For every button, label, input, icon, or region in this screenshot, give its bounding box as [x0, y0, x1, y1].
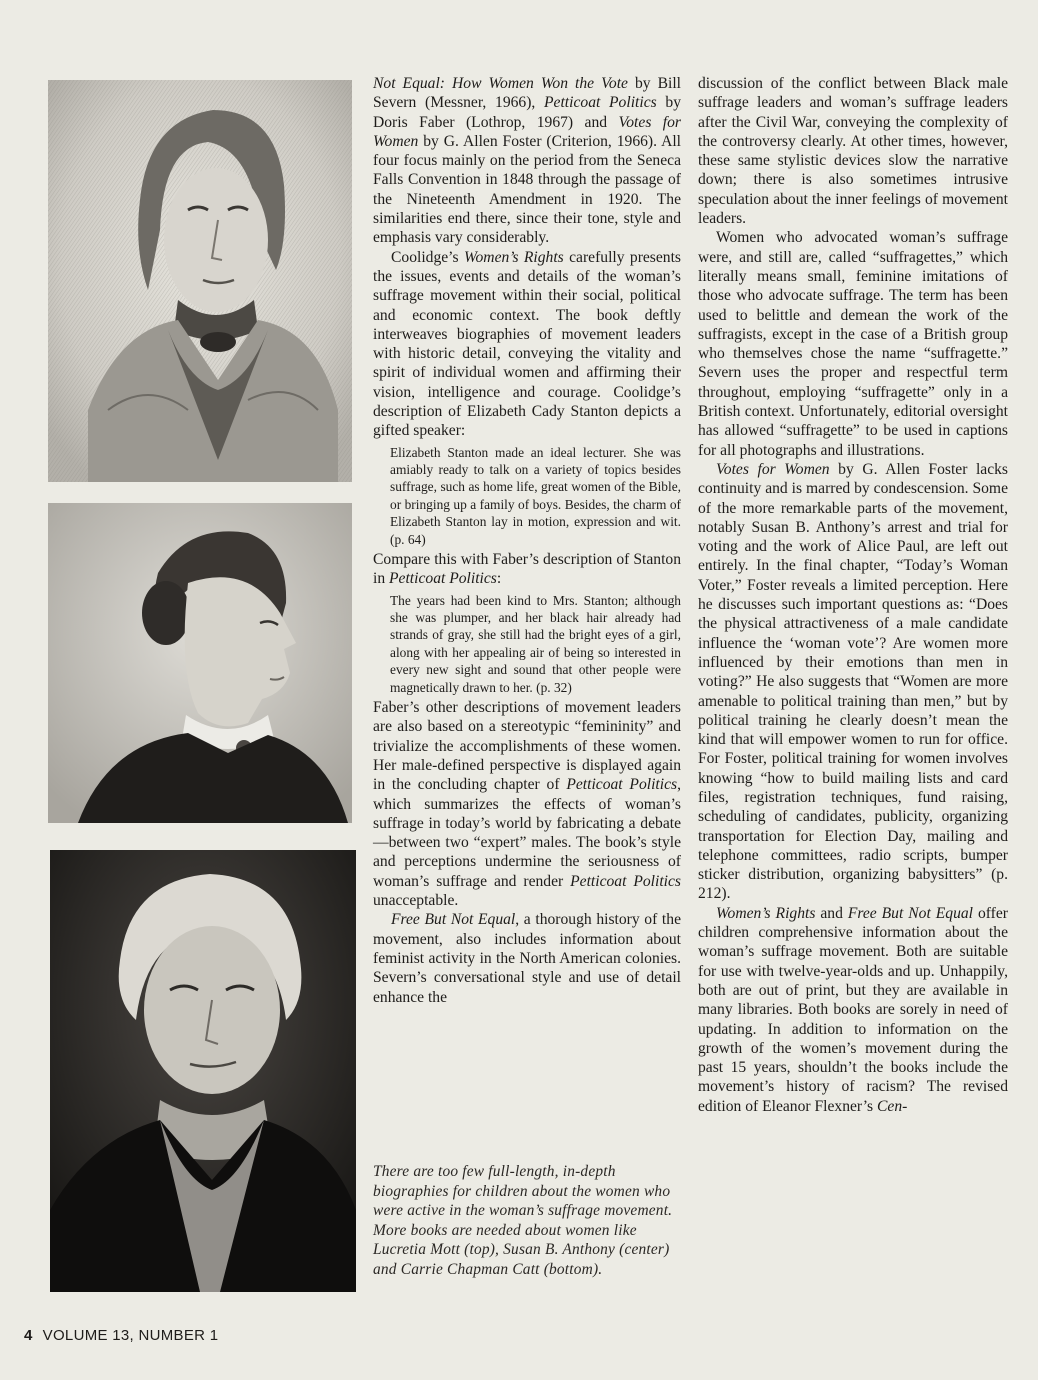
article-column-middle: [373, 74, 681, 1007]
paragraph: [373, 74, 681, 248]
text-run: by G. Allen Foster lacks continuity and is marred by condescension. Some of the more remarkable parts of the movement, notably Susan B. Anthony’s arrest and trial for voting and the work of Alice Paul, are left out entirely. In the final chapter, “Today’s Woman Voter,” Foster reveals a limited perception. Here he discusses such important questions as: “Does the physical attractiveness of a male candidate influence the ‘woman vote’? Are women more influenced by their emotions than men in voting?” He also suggests that “Women are more amenable to political training than men,” but by political training he clearly doesn’t mean the kind that will empower women to run for office. For Foster, political training for women involves knowing “how to build mailing lists and card files, registration techniques, fund raising, scheduling of candidates, publicity, organizing transportation for Election Day, mailing and telephone committees, radio scripts, bumper sticker distribution, organizing babysitters” (p. 212).: [698, 460, 1008, 903]
text-run: by G. Allen Foster (Criterion, 1966). All four focus mainly on the period from the Seneca Falls Convention in 1848 through the passage of the Nineteenth Amendment in 1920. The similarities end there, since their tone, style and emphasis vary considerably.: [373, 132, 681, 247]
book-title: Women’s Rights: [463, 248, 564, 266]
book-title: Cen-: [877, 1097, 908, 1115]
book-title: Petticoat Politics: [389, 570, 497, 588]
book-title: Petticoat Politics: [544, 94, 657, 112]
book-title: Votes for Women: [373, 113, 681, 150]
book-title: Votes for Women: [716, 460, 830, 478]
paragraph: Women who advocated woman’s suffrage were, and still are, called “suffragettes,” which literally means small, feminine imitations of those who advocate suffrage. The term has been used to belittle and demean the work of the suffragists, except in the case of a British group who themselves chose the name “suffragette.” Severn uses the proper and respectful term throughout, employing “suffragette” only in a British context. Unfortunately, editorial oversight has allowed “suffragette” to be used in captions for all photographs and illustrations.: [698, 229, 1008, 459]
paragraph: [698, 460, 1008, 904]
book-title: Petticoat Politics: [566, 776, 678, 794]
book-title: Women’s Rights: [716, 904, 816, 922]
page-footer: [24, 1327, 218, 1344]
photo-caption: There are too few full-length, in-depth biographies for children about the women who were active in the woman’s suffrage movement. More books are needed about women like Lucretia Mott (top), Susan B. Anthony (center) and Carrie Chapman Catt (bottom).: [373, 1163, 673, 1278]
paragraph: [698, 904, 1008, 1116]
book-title: Petticoat Politics: [570, 872, 681, 890]
portrait-lucretia-mott: [48, 80, 352, 482]
paragraph: [373, 248, 681, 441]
text-run: :: [496, 570, 502, 588]
text-run: and: [815, 904, 848, 922]
portrait-susan-b-anthony: [48, 503, 352, 823]
text-run: Compare this with Faber’s description of Stanton in: [373, 551, 681, 588]
paragraph: [373, 910, 681, 1006]
book-title: Not Equal: How Women Won the Vote: [373, 75, 628, 92]
paragraph: discussion of the conflict between Black male suffrage leaders and woman’s suffrage leaders after the Civil War, conveying the complexity of the controversy clearly. At other times, however, these same stylistic devices slow the narrative down; there is also sometimes intrusive speculation about the inner feelings of movement leaders.: [698, 75, 1008, 228]
portrait-carrie-chapman-catt: [50, 850, 356, 1292]
text-run: offer children comprehensive information about the woman’s suffrage movement. Both are suitable for use with twelve-year-olds and up. Unhappily, both are out of print, but they are available in many libraries. Both books are sorely in need of updating. In addition to information on the growth of the women’s movement during the past 15 years, shouldn’t the books include the movement’s history of racism? The revised edition of Eleanor Flexner’s: [698, 904, 1008, 1115]
book-title: Free But Not Equal: [391, 911, 516, 929]
text-run: Faber’s other descriptions of movement leaders are also based on a stereotypic “femininity” and trivialize the accomplishments of these women. Her male-defined perspective is displayed again in the concluding chapter of: [373, 699, 681, 794]
article-column-right: [698, 74, 1008, 1116]
text-run: by Bill Severn (Messner, 1966),: [373, 75, 681, 112]
text-run: by Doris Faber (Lothrop, 1967) and: [373, 94, 681, 131]
text-run: , a thorough history of the movement, also includes information about feminist activity in the North American colonies. Severn’s conversational style and use of detail enhance the: [373, 911, 681, 1006]
text-run: Coolidge’s: [391, 248, 464, 266]
text-run: carefully presents the issues, events and details of the woman’s suffrage movement within their social, political and economic context. The book deftly interweaves biographies of movement leaders with historic detail, conveying the vitality and spirit of individual women and affirming their vision, intelligence and courage. Coolidge’s description of Elizabeth Cady Stanton depicts a gifted speaker:: [373, 248, 681, 440]
block-quote: The years had been kind to Mrs. Stanton; although she was plumper, and her black hair already had strands of gray, she still had the bright eyes of a girl, along with her appealing air of being so interested in every new sight and sound that other people were magnetically drawn to her. (p. 32): [390, 592, 681, 695]
text-run: , which summarizes the effects of woman’s suffrage in today’s world by fabricating a debate—between two “expert” males. The book’s style and perceptions undermine the seriousness of woman’s suffrage and render: [373, 776, 681, 890]
book-title: Free But Not Equal: [847, 904, 974, 922]
paragraph: [373, 698, 681, 910]
block-quote: Elizabeth Stanton made an ideal lecturer. She was amiably ready to talk on a variety of topics besides suffrage, such as home life, great women of the Bible, or bringing up a family of boys. Besides, the charm of Elizabeth Stanton lay in motion, expression and wit. (p. 64): [390, 444, 681, 547]
text-run: unacceptable.: [373, 892, 459, 910]
issue-label: VOLUME 13, NUMBER 1: [42, 1327, 219, 1344]
page-number: 4: [24, 1327, 33, 1344]
paragraph: [373, 550, 681, 589]
